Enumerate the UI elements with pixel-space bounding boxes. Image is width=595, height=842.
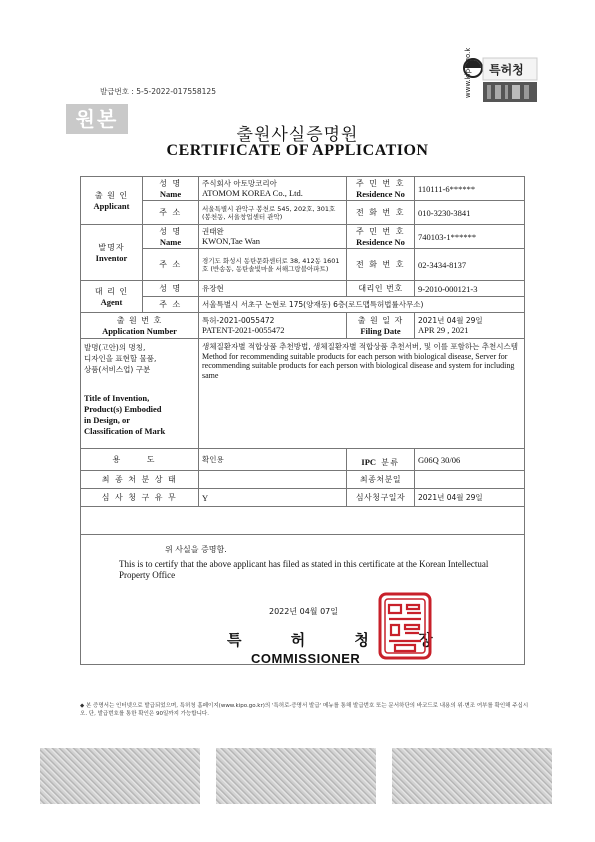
inventor-section [81,225,143,281]
official-seal [377,591,433,661]
application-number-label-en: Application Number [102,325,177,336]
agent-name-value: 유장현 [199,281,347,297]
inventor-label-ko: 발명자 [98,242,125,252]
applicant-name-label [143,177,199,201]
resident-label-ko: 주 민 번 호 [355,179,406,188]
name-label-en: Name [159,237,182,247]
applicant-name-ko: 주식회사 아토망코리아 [202,179,277,188]
invention-title-label [81,339,199,449]
resident-label-en: Residence No [356,237,405,247]
svg-text:특허청: 특허청 [489,63,524,77]
filing-date-en: APR 29 , 2021 [418,325,469,335]
ipc-value: G06Q 30/06 [415,449,525,471]
final-disposition-date-value [415,471,525,489]
invention-label-en-3: in Design, or [84,415,131,425]
exam-request-date-label: 심사청구일자 [347,489,415,507]
applicant-address-value: 서울특별시 관악구 봉천로 545, 202호, 301호(봉천동, 서울창업센터 관악) [199,201,347,225]
certification-block [81,535,525,665]
exam-request-date-value: 2021년 04월 29일 [415,489,525,507]
invention-label-en-2: Product(s) Embodied [84,404,162,414]
filing-date-label [347,313,415,339]
resident-label-ko: 주 민 번 호 [355,227,406,236]
ipc-label-ko: 분류 [381,458,400,467]
inventor-name-label [143,225,199,249]
application-number-label [81,313,199,339]
agent-label-ko: 대 리 인 [94,286,129,296]
inventor-resident-value: 740103-1****** [415,225,525,249]
security-pattern-left [40,748,200,804]
agent-number-label: 대리인 번호 [347,281,415,297]
blank-row [81,507,525,535]
invention-label-en-4: Classification of Mark [84,426,166,436]
applicant-label-en: Applicant [93,200,130,211]
filing-date-value [415,313,525,339]
agent-address-value: 서울특별시 서초구 논현로 175(양재동) 6층(로드맵특허법률사무소) [199,297,525,313]
ipc-label-en: IPC [361,457,377,467]
application-number-label-ko: 출 원 번 호 [116,315,163,325]
issue-number: 발급번호 : 5-5-2022-017558125 [100,87,216,96]
inventor-name-ko: 권태완 [202,227,224,236]
resident-label-en: Residence No [356,189,405,199]
application-number-value [199,313,347,339]
invention-title-ko: 생체질환자별 적합상품 추천방법, 생체질환자별 적합상품 추천서버, 및 이를 포함하는 추천시스템 [202,342,519,351]
svg-text:www.kipo.go.kr: www.kipo.go.kr [464,48,472,98]
invention-label-en-1: Title of Invention, [84,393,150,403]
inventor-name-en: KWON,Tae Wan [202,236,261,246]
invention-title-en: Method for recommending suitable products for each person with biological disease, Server for recommending suitable products for each person with biological disease and system for including same [202,351,515,380]
footnote: ◆ 본 증명서는 인터넷으로 발급되었으며, 특허청 홈페이지(www.kipo.go.kr)의 '특허로-증명서 발급' 메뉴를 통해 발급번호 또는 문서하단의 바코드로 내용의 위·변조 여부를 확인해 주십시오. 단, 발급번호를 통한 확인은 90일까지 가능합니다. [80,703,529,717]
applicant-address-label: 주 소 [143,201,199,225]
name-label-ko: 성 명 [159,179,182,188]
agent-label-en: Agent [100,296,123,307]
certificate-table [80,176,525,665]
usage-label: 용 도 [81,449,199,471]
inventor-phone-label: 전 화 번 호 [347,249,415,281]
inventor-address-label: 주 소 [143,249,199,281]
issuer-korean: 특 허 청 장 [227,631,455,649]
exam-request-value: Y [199,489,347,507]
invention-label-ko-2: 디자인을 표현할 물품, [84,354,157,363]
invention-title-value [199,339,525,449]
inventor-phone-value: 02-3434-8137 [415,249,525,281]
filing-date-label-ko: 출 원 일 자 [357,315,404,325]
inventor-name-value [199,225,347,249]
application-number-ko: 특허-2021-0055472 [202,316,275,325]
agent-name-label: 성 명 [143,281,199,297]
kipo-logo [459,48,539,104]
agent-section [81,281,143,313]
certification-statement-en: This is to certify that the above applicant has filed as stated in this certificate at the Korean Intellectual Property Office [119,559,489,580]
security-pattern-center [216,748,376,804]
issuer-english: COMMISSIONER [251,651,361,665]
filing-date-ko: 2021년 04월 29일 [418,316,483,325]
applicant-label-ko: 출 원 인 [94,190,129,200]
applicant-resident-value: 110111-6****** [415,177,525,201]
original-stamp: 원본 [66,104,128,134]
certification-date: 2022년 04월 07일 [269,607,338,616]
filing-date-label-en: Filing Date [360,325,401,336]
applicant-name-en: ATOMOM KOREA Co., Ltd. [202,188,303,198]
applicant-section [81,177,143,225]
agent-number-value: 9-2010-000121-3 [415,281,525,297]
title-english: CERTIFICATE OF APPLICATION [166,142,429,159]
exam-request-label: 심 사 청 구 유 무 [81,489,199,507]
security-pattern-right [392,748,552,804]
final-disposition-label: 최 종 처 분 상 태 [81,471,199,489]
certification-statement-ko: 위 사실을 증명함. [165,545,227,554]
final-disposition-date-label: 최종처분일 [347,471,415,489]
title-korean: 출원사실증명원 [236,125,359,145]
inventor-resident-label [347,225,415,249]
usage-value: 확인용 [199,449,347,471]
agent-address-label: 주 소 [143,297,199,313]
applicant-phone-value: 010-3230-3841 [415,201,525,225]
inventor-address-value: 경기도 화성시 동탄문화센터로 38, 412동 1601호 (반송동, 동탄솔빛마을 서해그랑블아파트) [199,249,347,281]
invention-label-ko-1: 발명(고안)의 명칭, [84,343,146,352]
applicant-name-value [199,177,347,201]
applicant-resident-label [347,177,415,201]
ipc-label [347,449,415,471]
invention-label-ko-3: 상품(서비스업) 구분 [84,365,151,374]
inventor-label-en: Inventor [95,252,128,263]
name-label-en: Name [159,189,182,199]
final-disposition-value [199,471,347,489]
application-number-en: PATENT-2021-0055472 [202,325,285,335]
name-label-ko: 성 명 [159,227,182,236]
applicant-phone-label: 전 화 번 호 [347,201,415,225]
